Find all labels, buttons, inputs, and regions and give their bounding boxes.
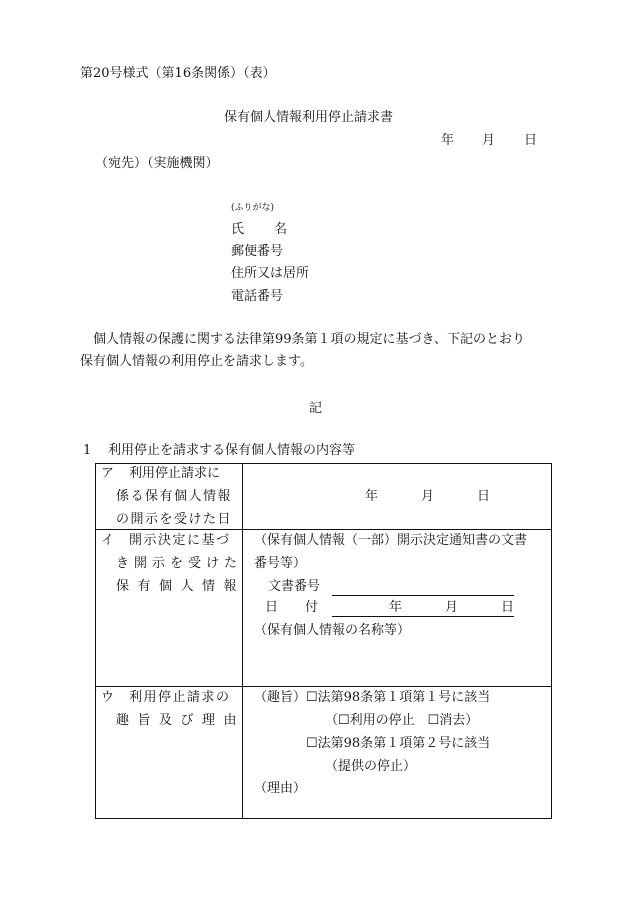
row-i-date-year: 年: [389, 600, 403, 615]
address-label: 住所又は居所: [231, 266, 310, 281]
section-number: 1: [83, 443, 92, 458]
row-i-marker: イ: [101, 533, 115, 548]
row-a-label-line-3: の開示を受けた日: [116, 512, 233, 527]
option-article-98-1-1-sub[interactable]: （☐利用の停止 ☐消去）: [325, 713, 479, 728]
row-a-date-day: 日: [477, 489, 491, 504]
submission-date-year: 年: [441, 133, 455, 148]
info-name-field[interactable]: [254, 643, 544, 681]
option-article-98-1-1[interactable]: ☐法第98条第１項第１号に該当: [306, 690, 491, 705]
row-u-label-line-2: 趣旨及び理由: [116, 713, 246, 728]
date-label-char-1: 日: [265, 600, 279, 615]
row-i-note-line-1: （保有個人情報（一部）開示決定通知書の文書: [254, 533, 528, 548]
request-statement-line-1: 個人情報の保護に関する法律第99条第１項の規定に基づき、下記のとおり: [93, 332, 526, 347]
row-u-marker: ウ: [101, 690, 115, 705]
form-title: 保有個人情報利用停止請求書: [224, 110, 394, 125]
row-a-date-month: 月: [421, 489, 435, 504]
row-i-label-line-2: き開示を受けた: [116, 556, 243, 571]
option-article-98-1-2-sub: （提供の停止）: [325, 759, 417, 774]
form-number: 第20号様式（第16条関係）（表）: [80, 66, 276, 81]
addressee: （宛先）（実施機関）: [95, 156, 219, 171]
submission-date-day: 日: [524, 133, 538, 148]
reason-field[interactable]: [254, 799, 544, 815]
date-label: [265, 600, 318, 616]
row-i-note-line-2: 番号等）: [254, 556, 307, 571]
row-u-label-line-1: 利用停止請求の: [129, 690, 231, 705]
row-i-label-line-3: 保有個人情報: [116, 579, 246, 594]
row-a-label-line-1-text: 利用停止請求に: [129, 466, 221, 481]
row-a-date-year: 年: [365, 489, 379, 504]
name-label: [231, 222, 287, 238]
section-heading: 利用停止を請求する保有個人情報の内容等: [108, 443, 356, 458]
postal-code-label: 郵便番号: [231, 244, 284, 259]
table-row-divider-2: [95, 686, 552, 687]
document-number-field[interactable]: [332, 595, 514, 596]
row-a-label-line-2: 係る保有個人情報: [116, 489, 233, 504]
date-field[interactable]: [332, 616, 514, 617]
option-article-98-1-2[interactable]: ☐法第98条第１項第２号に該当: [306, 736, 491, 751]
table-column-divider: [242, 463, 243, 819]
name-label-char-1: 氏: [231, 222, 245, 237]
reason-label: （理由）: [254, 781, 307, 796]
name-label-char-2: 名: [273, 222, 287, 237]
row-i-label-line-1: 開示決定に基づ: [129, 533, 231, 548]
submission-date-month: 月: [482, 133, 496, 148]
purpose-label: （趣旨）: [254, 690, 307, 705]
ki-marker: 記: [309, 401, 323, 416]
table-row-divider-1: [95, 529, 552, 530]
info-name-note: （保有個人情報の名称等）: [254, 623, 411, 638]
row-i-date-day: 日: [501, 600, 515, 615]
date-label-char-2: 付: [304, 600, 318, 615]
furigana-label: (ふりがな): [231, 203, 275, 213]
row-i-date-month: 月: [445, 600, 459, 615]
row-a-label-line-1: [129, 466, 237, 482]
request-statement-line-2: 保有個人情報の利用停止を請求します。: [80, 354, 313, 369]
row-a-marker: ア: [101, 466, 115, 481]
phone-label: 電話番号: [231, 289, 284, 304]
document-number-label: 文書番号: [268, 579, 321, 594]
